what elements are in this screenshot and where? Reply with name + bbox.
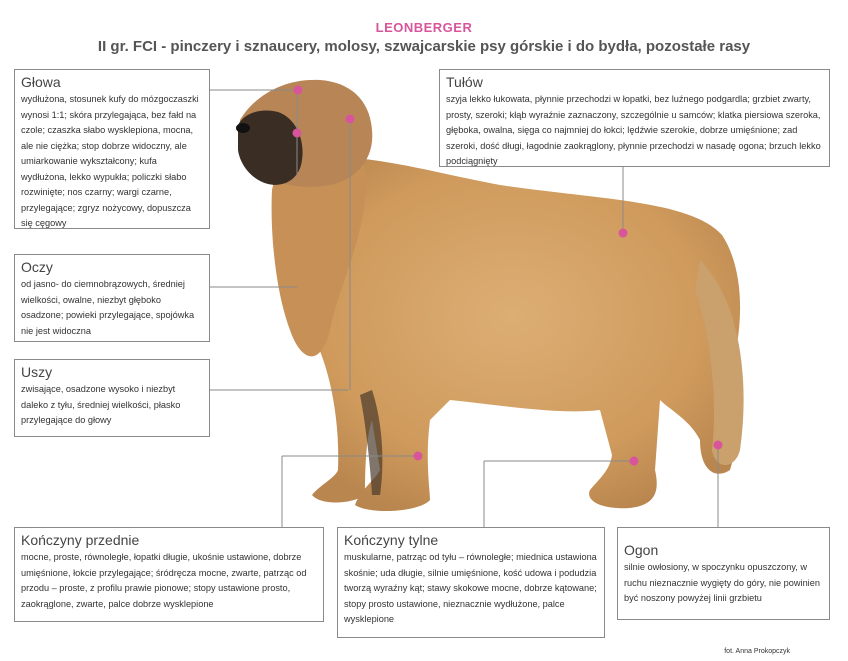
dog-nose <box>236 123 250 133</box>
section-uszy <box>14 359 210 437</box>
marker-tylne <box>630 457 639 466</box>
section-ogon-title: Ogon <box>624 542 659 558</box>
section-tulow-text: szyja lekko łukowata, płynnie przechodzi w łopatki, bez luźnego podgardla; grzbiet zwarty, prosty, szeroki; kłąb wyraźnie zaznaczony, szczególnie u samców; klatka piersiowa szeroka, głęboka, owalna, sięga co najmniej do łokci; lędźwie szerokie, dobrze umięśnione; zad szeroki, dość długi, łagodnie zaokrąglony, płynnie przechodzi w nasadę ogona; brzuch lekko podciągnięty <box>446 94 821 166</box>
section-oczy <box>14 254 210 342</box>
section-ogon <box>617 527 830 620</box>
section-tylne-title: Kończyny tylne <box>344 532 439 548</box>
section-glowa-title: Głowa <box>21 74 61 90</box>
section-glowa <box>14 69 210 229</box>
section-uszy-text: zwisające, osadzone wysoko i niezbyt daleko z tyłu, średniej wielkości, płasko przylegające do głowy <box>21 384 181 425</box>
section-oczy-text: od jasno- do ciemnobrązowych, średniej wielkości, owalne, niezbyt głęboko osadzone; powieki przylegające, spojówka nie jest widoczna <box>21 279 195 336</box>
section-ogon-text: silnie owłosiony, w spoczynku opuszczony, w ruchu nieznacznie wygięty do góry, nie powinien być noszony powyżej linii grzbietu <box>624 562 820 603</box>
page-subtitle: II gr. FCI - pinczery i sznaucery, molosy, szwajcarskie psy górskie i do bydła, pozostałe rasy <box>97 38 751 55</box>
photo-credit: fot. Anna Prokopczyk <box>724 648 790 655</box>
marker-tulow <box>619 229 628 238</box>
section-konczyny-przednie <box>14 527 324 622</box>
marker-ogon <box>714 441 723 450</box>
section-oczy-title: Oczy <box>21 259 53 275</box>
section-przednie-text: mocne, proste, równoległe, łopatki długie, ukośnie ustawione, dobrze umięśnione, łokcie przylegające; śródręcza mocne, zwarte, patrząc od przodu – proste, z profilu prawie pionowe; stopy ustawione prosto, zaokrąglone, zwarte, palce dobrze wysklepione <box>21 552 307 609</box>
marker-glowa <box>294 86 303 95</box>
marker-uszy <box>346 115 355 124</box>
page-title: LEONBERGER <box>375 20 473 35</box>
section-glowa-text: wydłużona, stosunek kufy do mózgoczaszki wynosi 1:1; skóra przylegająca, bez fałd na czole; czaszka słabo wysklepiona, mocna, ale nie ciężka; stop dobrze widoczny, ale umiarkowanie wykształcony; kufa wydłużona, lekko wypukła; policzki słabo rozwinięte; nos czarny; wargi czarne, przylegające; zgryz nożycowy, dopuszcza się cęgowy <box>21 94 199 228</box>
section-uszy-title: Uszy <box>21 364 53 380</box>
marker-oczy <box>293 129 302 138</box>
section-przednie-title: Kończyny przednie <box>21 532 140 548</box>
section-tulow-title: Tułów <box>446 74 483 90</box>
marker-przednie <box>414 452 423 461</box>
section-tulow <box>439 69 830 167</box>
section-tylne-text: muskularne, patrząc od tyłu – równoległe; miednica ustawiona skośnie; uda długie, silnie umięśnione, kość udowa i podudzia tworzą wyraźny kąt; stawy skokowe mocne, dobrze kątowane; stopy prosto ustawione, nieznacznie wydłużone, palce wysklepione <box>344 552 597 624</box>
section-konczyny-tylne <box>337 527 605 638</box>
